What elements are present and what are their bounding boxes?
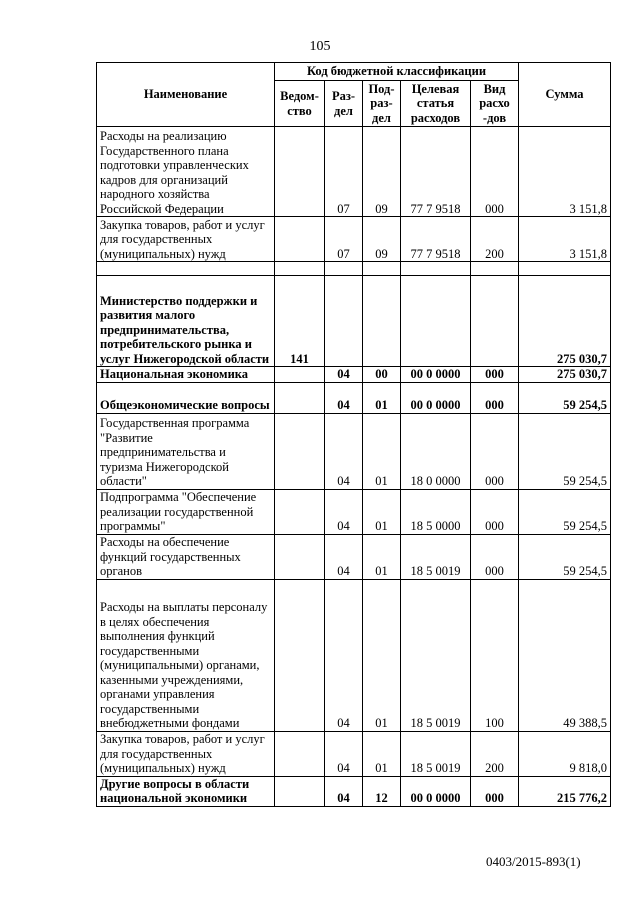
row-vid	[471, 262, 519, 276]
row-sum: 275 030,7	[519, 367, 611, 383]
row-podrazdel: 01	[363, 413, 401, 489]
row-podrazdel: 01	[363, 579, 401, 731]
row-razdel: 04	[325, 731, 363, 776]
row-target: 00 0 0000	[401, 382, 471, 413]
row-sum: 9 818,0	[519, 731, 611, 776]
row-sum: 275 030,7	[519, 276, 611, 367]
table-row	[97, 579, 611, 731]
table-row	[97, 276, 611, 367]
row-vid: 000	[471, 776, 519, 806]
header-podrazdel: Под-раз-дел	[363, 81, 401, 127]
row-vedomstvo	[275, 489, 325, 534]
row-target: 18 5 0000	[401, 489, 471, 534]
row-razdel: 04	[325, 367, 363, 383]
row-name: Национальная экономика	[97, 367, 275, 383]
row-vedomstvo	[275, 127, 325, 217]
header-code-group: Код бюджетной классификации	[275, 63, 519, 81]
table-row	[97, 382, 611, 413]
header-sum: Сумма	[519, 63, 611, 127]
table-row	[97, 262, 611, 276]
row-name: Закупка товаров, работ и услуг для государственных (муниципальных) нужд	[97, 217, 275, 262]
row-target: 18 0 0000	[401, 413, 471, 489]
table-row	[97, 217, 611, 262]
row-razdel	[325, 276, 363, 367]
row-name: Расходы на реализацию Государственного плана подготовки управленческих кадров для организаций народного хозяйства Российской Федерации	[97, 127, 275, 217]
row-razdel: 04	[325, 489, 363, 534]
row-target: 00 0 0000	[401, 367, 471, 383]
header-razdel: Раз-дел	[325, 81, 363, 127]
row-vid: 200	[471, 217, 519, 262]
row-razdel: 04	[325, 413, 363, 489]
row-target: 77 7 9518	[401, 127, 471, 217]
row-podrazdel: 09	[363, 217, 401, 262]
row-sum: 3 151,8	[519, 127, 611, 217]
row-target: 77 7 9518	[401, 217, 471, 262]
row-podrazdel	[363, 276, 401, 367]
budget-table	[96, 62, 611, 807]
row-vid: 000	[471, 489, 519, 534]
row-sum: 215 776,2	[519, 776, 611, 806]
row-razdel: 04	[325, 382, 363, 413]
row-vedomstvo	[275, 579, 325, 731]
row-razdel	[325, 262, 363, 276]
row-razdel: 04	[325, 579, 363, 731]
row-vedomstvo: 141	[275, 276, 325, 367]
table-body	[97, 127, 611, 807]
page-number: 105	[309, 39, 331, 54]
row-name: Другие вопросы в области национальной экономики	[97, 776, 275, 806]
table-header	[97, 63, 611, 127]
table-row	[97, 534, 611, 579]
row-podrazdel: 01	[363, 731, 401, 776]
row-name: Государственная программа "Развитие предпринимательства и туризма Нижегородской области"	[97, 413, 275, 489]
row-vid: 100	[471, 579, 519, 731]
row-podrazdel: 09	[363, 127, 401, 217]
row-vid: 000	[471, 367, 519, 383]
row-target: 00 0 0000	[401, 776, 471, 806]
row-vedomstvo	[275, 413, 325, 489]
row-podrazdel: 12	[363, 776, 401, 806]
row-name	[97, 262, 275, 276]
row-sum: 49 388,5	[519, 579, 611, 731]
row-target	[401, 262, 471, 276]
row-sum	[519, 262, 611, 276]
row-vedomstvo	[275, 217, 325, 262]
row-vedomstvo	[275, 367, 325, 383]
row-vedomstvo	[275, 382, 325, 413]
row-vedomstvo	[275, 534, 325, 579]
row-vid: 000	[471, 413, 519, 489]
header-target: Целевая статья расходов	[401, 81, 471, 127]
header-vid: Вид расхо -дов	[471, 81, 519, 127]
table-row	[97, 489, 611, 534]
row-target: 18 5 0019	[401, 534, 471, 579]
row-razdel: 07	[325, 127, 363, 217]
row-sum: 59 254,5	[519, 489, 611, 534]
row-razdel: 04	[325, 534, 363, 579]
row-razdel: 04	[325, 776, 363, 806]
row-vedomstvo	[275, 731, 325, 776]
row-podrazdel	[363, 262, 401, 276]
row-vid: 000	[471, 534, 519, 579]
row-name: Расходы на обеспечение функций государственных органов	[97, 534, 275, 579]
row-podrazdel: 01	[363, 534, 401, 579]
row-name: Расходы на выплаты персоналу в целях обеспечения выполнения функций государственными (муниципальными) органами, казенными учреждениями, органами управления государственными внебюджетными фондами	[97, 579, 275, 731]
table-row	[97, 127, 611, 217]
row-podrazdel: 01	[363, 382, 401, 413]
row-podrazdel: 00	[363, 367, 401, 383]
row-sum: 59 254,5	[519, 413, 611, 489]
table-row	[97, 776, 611, 806]
table-row	[97, 367, 611, 383]
row-vid: 000	[471, 127, 519, 217]
header-vedomstvo: Ведом-ство	[275, 81, 325, 127]
header-name: Наименование	[97, 63, 275, 127]
row-vedomstvo	[275, 262, 325, 276]
row-razdel: 07	[325, 217, 363, 262]
row-podrazdel: 01	[363, 489, 401, 534]
table-row	[97, 413, 611, 489]
row-target: 18 5 0019	[401, 579, 471, 731]
row-vid: 000	[471, 382, 519, 413]
row-name: Министерство поддержки и развития малого предпринимательства, потребительского рынка и услуг Нижегородской области	[97, 276, 275, 367]
row-vid: 200	[471, 731, 519, 776]
row-name: Подпрограмма "Обеспечение реализации государственной программы"	[97, 489, 275, 534]
row-sum: 59 254,5	[519, 534, 611, 579]
row-target	[401, 276, 471, 367]
row-sum: 3 151,8	[519, 217, 611, 262]
row-target: 18 5 0019	[401, 731, 471, 776]
row-vid	[471, 276, 519, 367]
row-sum: 59 254,5	[519, 382, 611, 413]
row-name: Закупка товаров, работ и услуг для государственных (муниципальных) нужд	[97, 731, 275, 776]
row-vedomstvo	[275, 776, 325, 806]
document-code: 0403/2015-893(1)	[486, 854, 581, 869]
table-row	[97, 731, 611, 776]
row-name: Общеэкономические вопросы	[97, 382, 275, 413]
